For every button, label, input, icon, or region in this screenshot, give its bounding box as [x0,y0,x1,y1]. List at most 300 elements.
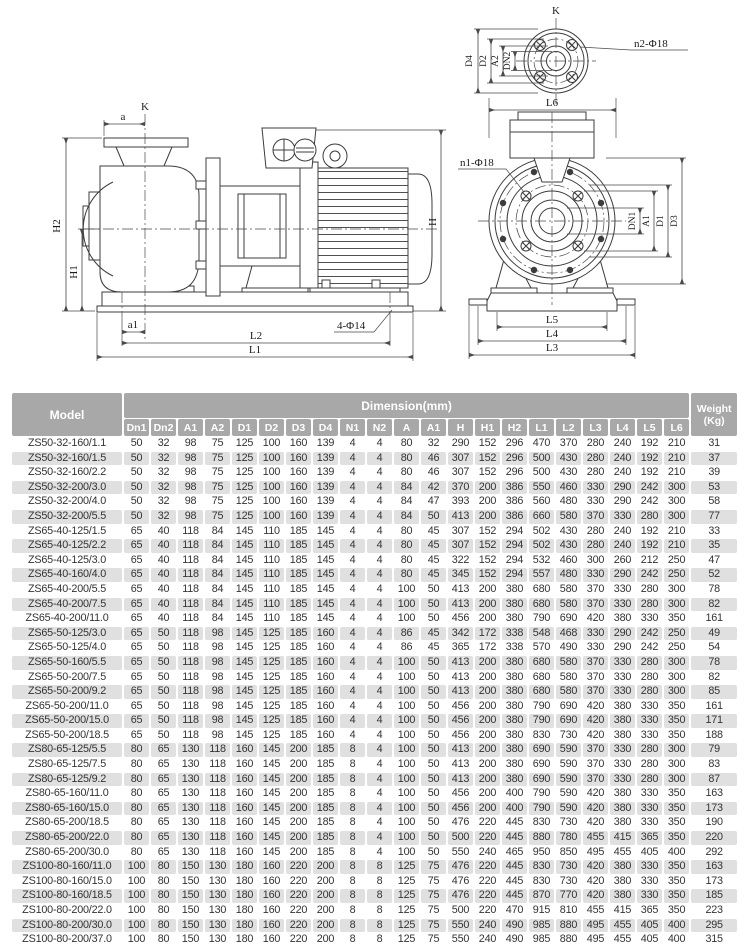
col-header-l5: L5 [637,419,662,436]
col-header-dn2: Dn2 [151,419,176,436]
dim-cell: 65 [130,524,143,537]
dim-cell: 790 [532,787,551,800]
front-bolt-callout: n1-Φ18 [460,157,494,169]
pump-side-view [51,101,446,361]
dim-cell: 200 [313,889,338,903]
dim-cell: 380 [613,612,632,625]
col-header-model: Model [12,393,122,436]
dim-cell: 240 [478,933,497,946]
dim-cell: 338 [502,627,527,641]
dim-cell: 50 [427,816,440,829]
dim-cell: 730 [559,728,578,741]
dim-cell: 65 [130,728,143,741]
dim-cell: 380 [502,598,527,612]
dim-cell: 4 [349,466,356,479]
dim-cell: 322 [451,553,470,566]
dim-cell: 4 [376,437,383,449]
dim-cell: 300 [664,481,689,495]
dim-cell: 160 [262,904,281,916]
dim-cell: 200 [313,919,338,933]
dim-cell: 125 [259,656,284,670]
dim-cell: 145 [232,627,257,641]
dim-cell: 380 [502,656,527,670]
dim-cell: 370 [586,758,605,771]
dim-cell: 456 [451,728,470,741]
dim-cell: 350 [664,889,689,903]
weight-cell: 47 [708,553,720,566]
dim-cell: 45 [427,553,440,566]
dim-cell: 490 [559,641,578,654]
dim-cell: 125 [397,904,416,916]
dim-cell: 40 [151,539,176,553]
dim-cell: 4 [376,699,383,712]
col-header-a1: A1 [421,419,446,436]
dim-cell: 145 [259,743,284,757]
dim-cell: 300 [664,685,689,699]
table-row [12,452,737,466]
dim-cell: 260 [613,553,632,566]
dim-cell: 4 [340,510,365,524]
dim-cell: 200 [475,743,500,757]
model-cell: ZS50-32-200/3.0 [12,481,122,495]
dim-cell: 220 [478,904,497,916]
model-cell: ZS65-40-125/2.2 [12,539,122,553]
dim-cell: 8 [349,933,356,946]
dim-cell: 4 [340,656,365,670]
dim-cell: 200 [478,758,497,771]
model-cell: ZS50-32-200/4.0 [27,495,107,508]
table-row [12,583,737,597]
dim-cell: 65 [124,539,149,553]
table-row [12,495,737,509]
dim-cell: 125 [394,860,419,874]
dim-cell: 350 [667,787,686,800]
dim-cell: 50 [124,452,149,466]
dim-cell: 413 [451,758,470,771]
dim-cell: 110 [263,524,280,537]
weight-cell: 315 [705,933,723,946]
dim-cell: 240 [613,524,632,537]
dim-cell: 4 [376,845,383,858]
dim-cell: 65 [157,758,170,771]
dim-cell: 192 [640,466,659,479]
dim-cell: 400 [502,802,527,816]
dim-cell: 415 [613,904,632,916]
dim-cell: 880 [529,831,554,845]
dim-cell: 330 [583,627,608,641]
dim-cell: 100 [397,758,416,771]
dim-cell: 345 [448,568,473,582]
dim-cell: 380 [505,728,524,741]
dim-cell: 330 [640,787,659,800]
dim-cell: 50 [421,510,446,524]
dim-cell: 307 [448,539,473,553]
table-row [12,539,737,553]
dim-cell: 420 [586,728,605,741]
dim-cell: 413 [448,685,473,699]
dim-cell: 548 [529,627,554,641]
dim-cell: 300 [664,510,689,524]
table-row [12,787,737,801]
col-header-d4: D4 [313,419,338,436]
dim-cell: 172 [478,641,497,654]
dim-cell: 4 [367,510,392,524]
weight-cell: 188 [705,728,723,741]
table-row [12,729,737,743]
model-cell: ZS50-32-160/1.1 [27,437,107,449]
dim-cell: 80 [394,568,419,582]
dim-cell: 160 [235,845,254,858]
table-row [12,816,737,830]
dim-cell: 490 [502,919,527,933]
dim-cell: 98 [205,714,230,728]
weight-cell: 82 [708,670,720,683]
dim-cell: 139 [313,481,338,495]
col-header-d3: D3 [286,419,311,436]
table-row [12,846,737,860]
dim-cell: 110 [263,582,280,595]
dim-cell: 476 [448,860,473,874]
dim-cell: 330 [586,641,605,654]
dim-cell: 110 [259,598,284,612]
dim-cell: 490 [505,933,524,946]
dim-cell: 307 [448,452,473,466]
dim-cell: 557 [529,568,554,582]
dim-cell: 118 [205,802,230,816]
dim-cell: 160 [316,641,335,654]
dim-cell: 580 [556,656,581,670]
dim-cell: 100 [397,699,416,712]
dim-cell: 330 [613,758,632,771]
weight-cell: 173 [691,802,737,816]
dim-cell: 110 [259,568,284,582]
dim-cell: 84 [205,568,230,582]
model-cell: ZS100-80-200/22.0 [22,904,112,916]
dim-cell: 130 [205,919,230,933]
dim-cell: 250 [664,568,689,582]
model-cell: ZS65-40-200/7.5 [12,598,122,612]
dim-cell: 185 [289,670,308,683]
dim-cell: 420 [583,714,608,728]
dim-cell: 145 [235,670,254,683]
dim-cell: 420 [586,699,605,712]
dim-cell: 160 [235,787,254,800]
col-group-dimension: Dimension(mm) [124,393,689,418]
dim-cell: 200 [475,598,500,612]
table-row [12,889,737,903]
dim-cell: 75 [205,481,230,495]
model-cell: ZS80-65-125/5.5 [12,743,122,757]
table-row [12,656,737,670]
dim-cell: 4 [376,524,383,537]
pump-front-view [458,112,686,359]
dim-cell: 380 [505,612,524,625]
dim-cell: 80 [400,524,413,537]
dim-cell: 380 [505,670,524,683]
dim-cell: 145 [232,598,257,612]
dim-cell: 118 [205,831,230,845]
dim-cell: 200 [475,802,500,816]
dim-cell: 160 [232,802,257,816]
dim-cell: 125 [262,728,281,741]
dim-cell: 118 [178,627,203,641]
dim-cell: 50 [427,670,440,683]
dim-cell: 100 [394,685,419,699]
dim-cell: 242 [640,641,659,654]
dim-cell: 8 [340,802,365,816]
dim-cell: 300 [667,758,686,771]
dim-cell: 220 [289,933,308,946]
dim-cell: 160 [262,874,281,887]
dim-cell: 210 [664,539,689,553]
dim-cell: 830 [532,728,551,741]
dim-cell: 330 [586,495,605,508]
dim-cell: 98 [178,481,203,495]
dim-cell: 50 [157,641,170,654]
dim-cell: 110 [263,612,280,625]
dim-cell: 65 [157,816,170,829]
dim-cell: 380 [610,860,635,874]
dim-cell: 4 [367,627,392,641]
dim-cell: 200 [316,904,335,916]
dim-cell: 45 [421,627,446,641]
dim-cell: 280 [640,758,659,771]
dim-cell: 80 [124,743,149,757]
dim-cell: 380 [505,699,524,712]
dim-cell: 445 [502,889,527,903]
dim-cell: 65 [124,627,149,641]
dim-cell: 160 [259,889,284,903]
dim-cell: 386 [505,495,524,508]
dim-cell: 50 [157,670,170,683]
dim-cell: 130 [178,802,203,816]
dim-cell: 280 [637,598,662,612]
dim-cell: 690 [532,758,551,771]
dim-cell: 200 [478,582,497,595]
dim-cell: 145 [262,787,281,800]
dim-cell: 985 [532,933,551,946]
dim-cell: 915 [532,904,551,916]
dim-cell: 185 [289,728,308,741]
model-cell: ZS65-40-200/5.5 [27,582,107,595]
table-body [12,437,737,947]
dim-cell: 580 [556,510,581,524]
side-centerline-label: K [141,101,149,113]
model-cell: ZS65-50-125/3.0 [12,627,122,641]
dim-cell: 456 [451,612,470,625]
dim-cell: 240 [610,539,635,553]
dim-cell: 350 [667,699,686,712]
dim-cell: 145 [235,612,254,625]
dim-cell: 8 [349,816,356,829]
dim-cell: 160 [259,919,284,933]
dim-cell: 50 [151,656,176,670]
dim-cell: 280 [637,656,662,670]
dim-cell: 152 [478,553,497,566]
dim-cell: 145 [232,568,257,582]
dim-cell: 240 [475,919,500,933]
dim-cell: 50 [421,598,446,612]
dim-cell: 145 [232,539,257,553]
dim-cell: 4 [367,743,392,757]
dim-cell: 100 [394,831,419,845]
dim-cell: 160 [313,685,338,699]
dim-cell: 100 [259,510,284,524]
dim-cell: 100 [397,670,416,683]
dim-cell: 280 [583,539,608,553]
dim-cell: 65 [151,802,176,816]
dim-cell: 185 [316,845,335,858]
dim-cell: 290 [613,641,632,654]
dim-cell: 240 [613,466,632,479]
dim-cell: 47 [427,495,440,508]
dim-cell: 160 [286,510,311,524]
col-header-l1: L1 [529,419,554,436]
table-row [12,714,737,728]
dim-cell: 430 [559,466,578,479]
dim-cell: 160 [313,627,338,641]
dim-cell: 280 [637,773,662,787]
dim-cell: 8 [367,919,392,933]
dim-cell: 118 [182,524,199,537]
dim-cell: 80 [394,539,419,553]
dim-cell: 280 [637,510,662,524]
dim-cell: 240 [613,437,632,449]
dim-cell: 280 [586,437,605,449]
table-row [12,685,737,699]
dim-cell: 338 [505,641,524,654]
dim-cell: 100 [394,743,419,757]
dim-cell: 145 [316,582,335,595]
flange-bolt-callout: n2-Φ18 [634,38,668,50]
weight-cell: 77 [691,510,737,524]
dim-cell: 145 [313,539,338,553]
dim-cell: 330 [640,612,659,625]
col-header-h2: H2 [502,419,527,436]
weight-cell: 79 [691,743,737,757]
dim-cell: 145 [316,612,335,625]
dim-cell: 4 [367,714,392,728]
dim-cell: 98 [205,656,230,670]
dim-cell: 330 [610,656,635,670]
dim-cell: 118 [182,612,199,625]
dim-cell: 75 [427,904,440,916]
weight-cell: 173 [705,874,723,887]
dim-cell: 75 [427,933,440,946]
dim-cell: 192 [637,452,662,466]
dim-h2-label: H2 [51,219,63,233]
dim-cell: 4 [376,495,383,508]
dim-h1-label: H1 [68,265,80,279]
dim-cell: 145 [235,728,254,741]
dim-cell: 8 [349,845,356,858]
dim-cell: 100 [394,802,419,816]
col-header-n1: N1 [340,419,365,436]
model-cell: ZS80-65-125/9.2 [12,773,122,787]
dim-cell: 100 [397,612,416,625]
dim-cell: 330 [610,743,635,757]
dimension-table [10,392,739,948]
dim-cell: 370 [583,743,608,757]
dim-cell: 350 [667,612,686,625]
model-cell: ZS50-32-160/2.2 [27,466,107,479]
dim-cell: 8 [349,758,356,771]
dim-cell: 118 [182,670,199,683]
dim-cell: 185 [289,553,308,566]
dim-cell: 50 [421,685,446,699]
dim-cell: 160 [313,714,338,728]
dim-cell: 242 [637,627,662,641]
dim-cell: 4 [367,539,392,553]
dim-d2-label: D2 [479,55,489,67]
dim-cell: 84 [400,495,413,508]
dim-cell: 250 [667,553,686,566]
dim-cell: 80 [130,816,143,829]
table-row [12,933,737,947]
col-header-d2: D2 [259,419,284,436]
col-header-n2: N2 [367,419,392,436]
dim-cell: 200 [478,612,497,625]
table-row [12,802,737,816]
dim-cell: 300 [664,773,689,787]
dim-cell: 100 [259,481,284,495]
dim-cell: 220 [475,860,500,874]
dim-cell: 350 [667,874,686,887]
dim-cell: 456 [448,802,473,816]
weight-label-line2: (Kg) [703,414,725,427]
dim-cell: 50 [130,495,143,508]
dim-cell: 300 [586,553,605,566]
dim-cell: 495 [586,933,605,946]
dim-cell: 400 [667,933,686,946]
dim-cell: 145 [232,656,257,670]
dim-cell: 370 [583,656,608,670]
model-cell: ZS100-80-160/11.0 [12,860,122,874]
dim-cell: 75 [211,466,224,479]
dim-cell: 172 [475,627,500,641]
dim-cell: 393 [451,495,470,508]
dim-cell: 160 [286,452,311,466]
dim-cell: 242 [637,568,662,582]
dim-cell: 476 [451,874,470,887]
dim-cell: 80 [124,802,149,816]
dim-cell: 4 [376,758,383,771]
dim-cell: 413 [448,656,473,670]
dim-cell: 86 [394,627,419,641]
dim-cell: 185 [286,714,311,728]
dim-cell: 690 [529,773,554,787]
dim-cell: 680 [529,685,554,699]
dim-cell: 532 [532,553,551,566]
dim-cell: 790 [532,612,551,625]
dim-cell: 145 [235,699,254,712]
dim-cell: 65 [124,685,149,699]
dim-cell: 84 [394,481,419,495]
dim-cell: 145 [316,524,335,537]
dim-cell: 380 [502,685,527,699]
dim-cell: 100 [124,860,149,874]
dim-cell: 160 [235,816,254,829]
dim-cell: 8 [367,860,392,874]
dim-cell: 75 [211,495,224,508]
dim-cell: 145 [259,773,284,787]
dim-cell: 150 [181,874,200,887]
dim-cell: 118 [205,743,230,757]
col-header-l2: L2 [556,419,581,436]
dim-cell: 130 [178,773,203,787]
dim-cell: 420 [586,612,605,625]
dim-cell: 8 [340,831,365,845]
